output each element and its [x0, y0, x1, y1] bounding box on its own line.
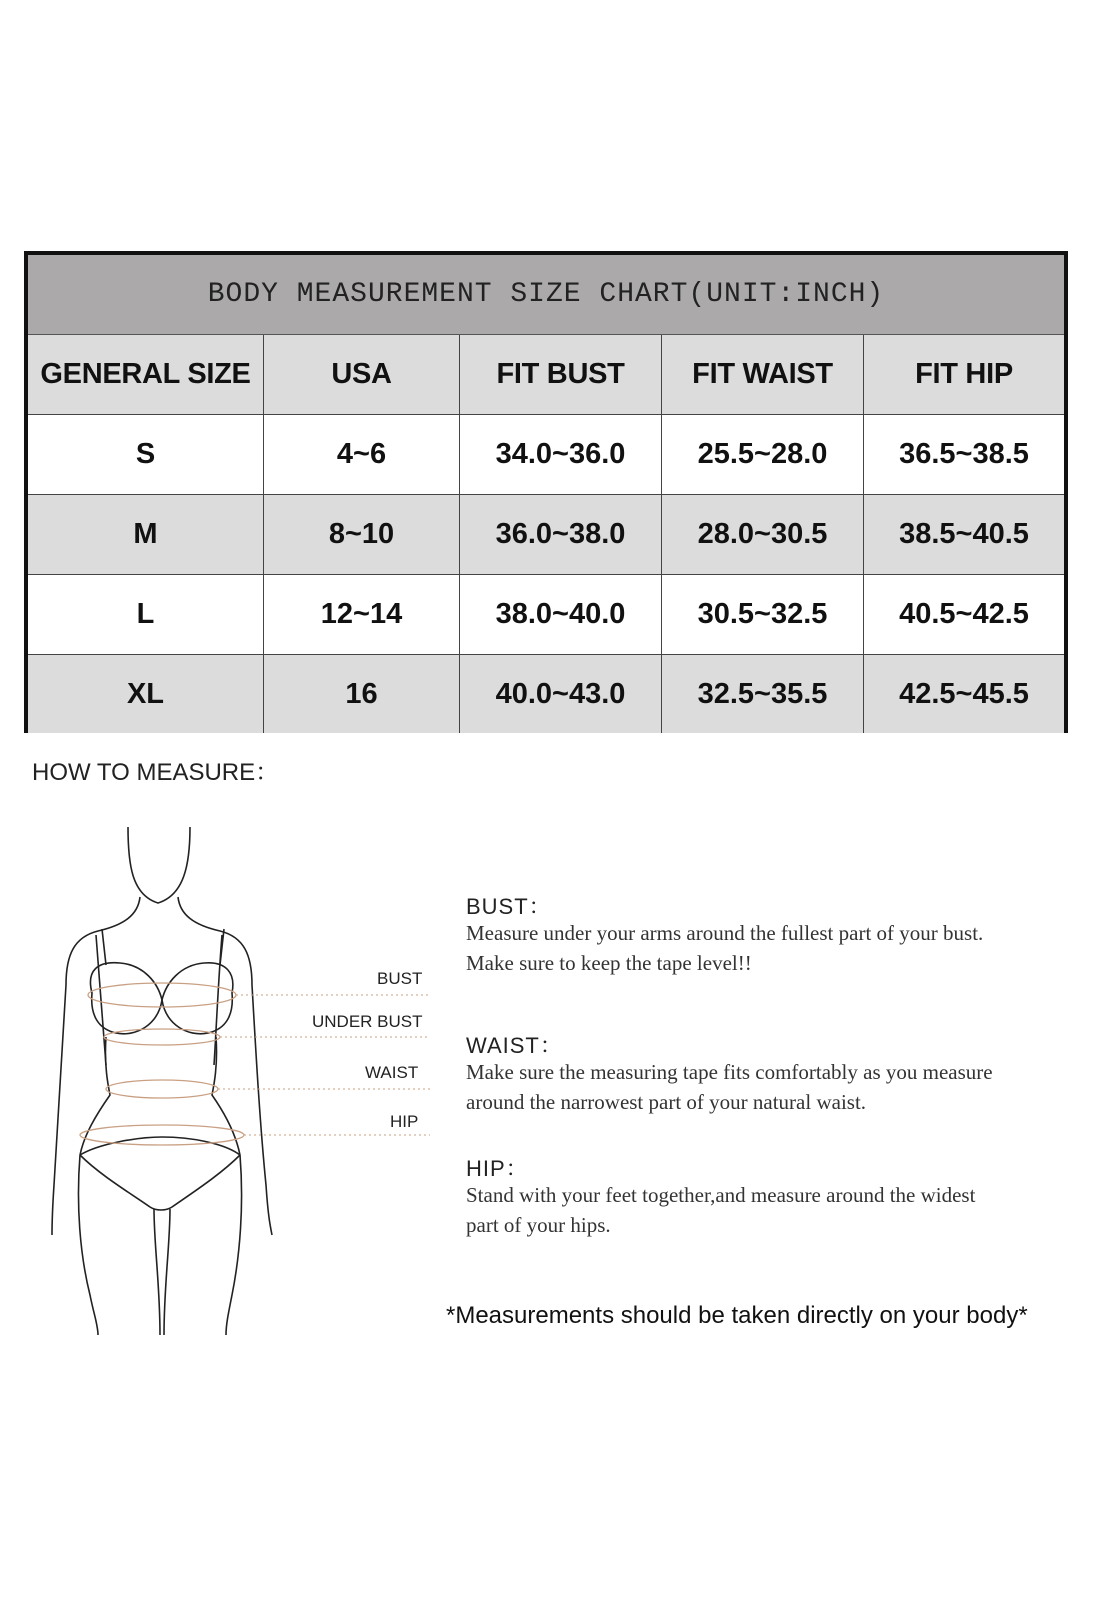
waist-line-2: around the narrowest part of your natural waist. [466, 1090, 867, 1114]
table-row [28, 655, 1064, 733]
cell-hip: 40.5~42.5 [899, 598, 1029, 630]
table-row [28, 415, 1064, 495]
cell-hip: 38.5~40.5 [899, 518, 1029, 550]
cell-bust: 40.0~43.0 [460, 655, 662, 733]
hip-line-2: part of your hips. [466, 1213, 611, 1237]
cell-bust: 34.0~36.0 [460, 415, 662, 494]
size-chart-title: BODY MEASUREMENT SIZE CHART(UNIT:INCH) [28, 255, 1064, 335]
cell-usa: 12~14 [264, 575, 460, 654]
cell-waist: 25.5~28.0 [662, 415, 864, 494]
cell-usa: 16 [264, 655, 460, 733]
header-general-size: GENERAL SIZE [28, 335, 264, 414]
waist-heading: WAIST： [466, 1033, 563, 1058]
cell-size: L [28, 575, 264, 654]
figure-label-waist: WAIST [365, 1063, 419, 1082]
cell-size: XL [28, 655, 264, 733]
cell-hip: 42.5~45.5 [899, 677, 1029, 710]
cell-bust: 36.0~38.0 [460, 495, 662, 574]
size-chart-grid [28, 335, 1064, 733]
body-measurement-figure [40, 825, 460, 1335]
cell-usa: 4~6 [264, 415, 460, 494]
cell-size: S [28, 415, 264, 494]
figure-label-bust: BUST [377, 969, 423, 988]
size-chart-table [24, 251, 1068, 733]
hip-line-1: Stand with your feet together,and measure around the widest [466, 1183, 976, 1207]
bust-instructions [466, 918, 1066, 978]
how-to-measure-title: HOW TO MEASURE： [32, 759, 280, 786]
cell-hip: 36.5~38.5 [899, 438, 1029, 470]
header-fit-bust: FIT BUST [460, 335, 662, 414]
header-fit-waist: FIT WAIST [662, 335, 864, 414]
hip-instructions [466, 1180, 1066, 1240]
table-row [28, 575, 1064, 655]
cell-waist: 28.0~30.5 [662, 495, 864, 574]
figure-label-under-bust: UNDER BUST [312, 1012, 423, 1031]
table-row [28, 495, 1064, 575]
bust-line-1: Measure under your arms around the fullest part of your bust. [466, 921, 984, 945]
header-fit-hip: FIT HIP [915, 358, 1013, 390]
figure-label-hip: HIP [390, 1112, 419, 1131]
waist-instructions [466, 1057, 1066, 1117]
waist-line-1: Make sure the measuring tape fits comfortably as you measure [466, 1060, 993, 1084]
measurement-note: *Measurements should be taken directly on your body* [446, 1302, 1028, 1329]
cell-bust: 38.0~40.0 [460, 575, 662, 654]
bust-heading: BUST： [466, 894, 552, 919]
header-usa: USA [264, 335, 460, 414]
cell-size: M [28, 495, 264, 574]
table-header-row [28, 335, 1064, 415]
cell-waist: 32.5~35.5 [662, 655, 864, 733]
cell-usa: 8~10 [264, 495, 460, 574]
cell-waist: 30.5~32.5 [662, 575, 864, 654]
hip-heading: HIP： [466, 1156, 529, 1181]
bust-line-2: Make sure to keep the tape level!! [466, 951, 752, 975]
